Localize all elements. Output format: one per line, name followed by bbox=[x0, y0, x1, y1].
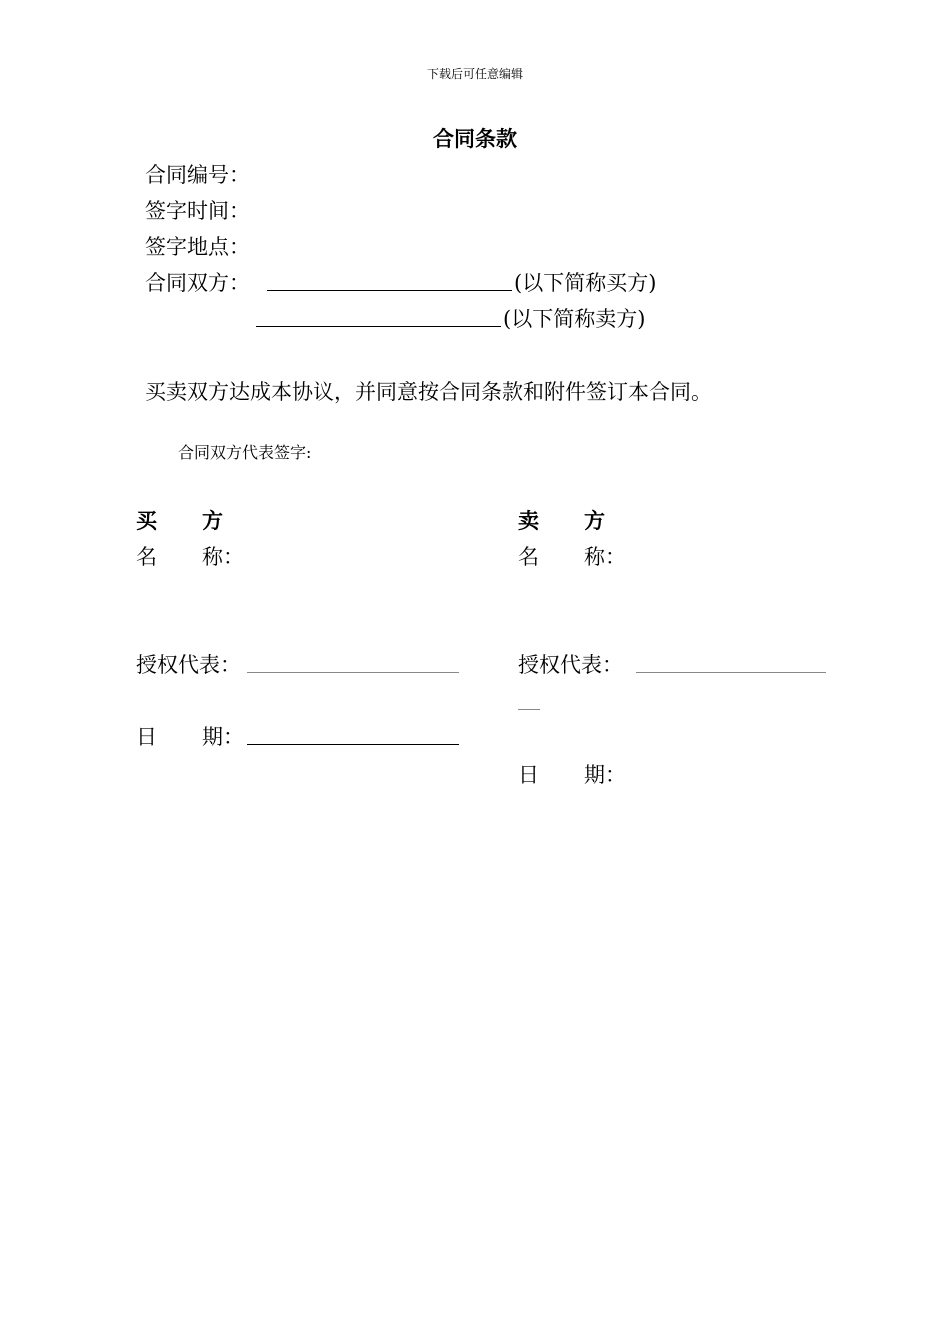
buyer-heading-char-1: 买 bbox=[136, 509, 157, 533]
signing-place-label: 签字地点： bbox=[145, 235, 250, 259]
seller-date-label-char-1: 日 bbox=[518, 763, 539, 787]
seller-representative-label: 授权代表： bbox=[518, 653, 623, 677]
buyer-representative-label: 授权代表： bbox=[136, 653, 241, 677]
seller-representative-blank-wrap bbox=[518, 709, 540, 710]
buyer-party-blank bbox=[267, 290, 512, 291]
contract-number-label: 合同编号： bbox=[145, 163, 250, 187]
contract-parties-label: 合同双方： bbox=[145, 271, 250, 295]
buyer-heading-char-2: 方 bbox=[202, 509, 223, 533]
buyer-date-label-char-1: 日 bbox=[136, 725, 157, 749]
buyer-date-label-char-2: 期： bbox=[202, 725, 244, 749]
buyer-date-blank bbox=[247, 744, 459, 745]
header-note: 下载后可任意编辑 bbox=[426, 67, 523, 81]
buyer-party-suffix: (以下简称买方) bbox=[514, 271, 657, 295]
document-title: 合同条款 bbox=[433, 127, 517, 151]
seller-representative-blank bbox=[636, 672, 826, 673]
seller-party-blank bbox=[256, 326, 501, 327]
buyer-representative-blank bbox=[247, 672, 459, 673]
signature-caption: 合同双方代表签字: bbox=[178, 443, 312, 462]
seller-heading-char-1: 卖 bbox=[518, 509, 539, 533]
buyer-name-label-char-2: 称： bbox=[202, 545, 244, 569]
agreement-statement: 买卖双方达成本协议，并同意按合同条款和附件签订本合同。 bbox=[145, 380, 712, 404]
seller-name-label-char-1: 名 bbox=[518, 545, 539, 569]
buyer-name-label-char-1: 名 bbox=[136, 545, 157, 569]
seller-party-suffix: (以下简称卖方) bbox=[503, 307, 646, 331]
signing-time-label: 签字时间： bbox=[145, 199, 250, 223]
seller-date-label-char-2: 期： bbox=[584, 763, 626, 787]
seller-heading-char-2: 方 bbox=[584, 509, 605, 533]
seller-name-label-char-2: 称： bbox=[584, 545, 626, 569]
